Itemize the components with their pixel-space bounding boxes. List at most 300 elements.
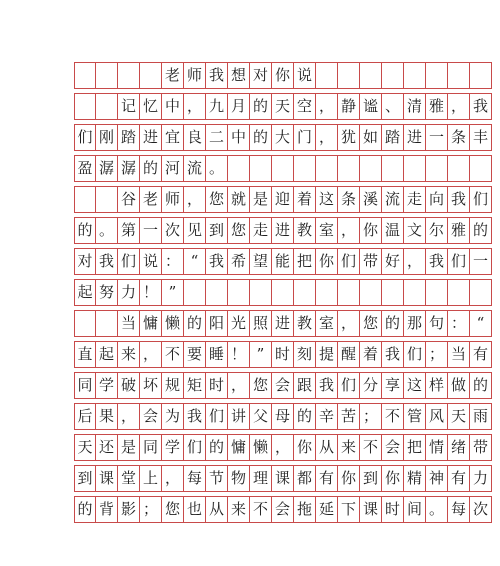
grid-cell: ； — [426, 342, 448, 367]
grid-cell: 温 — [382, 218, 404, 243]
grid-cell: 盈 — [74, 156, 96, 181]
text-row — [74, 310, 492, 337]
grid-cell: 教 — [294, 218, 316, 243]
grid-cell — [448, 63, 470, 88]
grid-cell: ， — [272, 435, 294, 460]
grid-cell — [206, 280, 228, 305]
grid-cell: 直 — [74, 342, 96, 367]
grid-cell: ， — [338, 218, 360, 243]
grid-cell — [96, 63, 118, 88]
grid-cell: 的 — [294, 404, 316, 429]
grid-cell: 对 — [74, 249, 96, 274]
grid-cell: 我 — [184, 404, 206, 429]
grid-cell — [294, 280, 316, 305]
grid-cell: 、 — [382, 94, 404, 119]
grid-cell: 的 — [382, 311, 404, 336]
grid-cell: 努 — [96, 280, 118, 305]
grid-cell: 宜 — [162, 125, 184, 150]
grid-cell: 们 — [118, 249, 140, 274]
grid-cell: ， — [184, 187, 206, 212]
grid-cell: 们 — [74, 125, 96, 150]
grid-cell: 您 — [206, 187, 228, 212]
grid-cell — [338, 280, 360, 305]
grid-cell: 照 — [250, 311, 272, 336]
grid-cell: 从 — [316, 435, 338, 460]
text-row — [74, 496, 492, 523]
grid-cell: 进 — [272, 218, 294, 243]
grid-cell: 二 — [206, 125, 228, 150]
grid-cell: 睡 — [206, 342, 228, 367]
grid-cell: 踏 — [118, 125, 140, 150]
grid-cell: 分 — [360, 373, 382, 398]
grid-cell: 潺 — [96, 156, 118, 181]
grid-cell: ， — [316, 94, 338, 119]
grid-cell: 的 — [250, 94, 272, 119]
grid-cell — [74, 94, 96, 119]
grid-cell: 老 — [162, 63, 184, 88]
text-row — [74, 93, 492, 120]
grid-cell: 我 — [470, 94, 492, 119]
grid-cell: ， — [448, 94, 470, 119]
grid-cell: ， — [404, 249, 426, 274]
grid-cell — [316, 156, 338, 181]
grid-cell: 走 — [404, 187, 426, 212]
grid-cell: 一 — [470, 249, 492, 274]
grid-cell — [250, 280, 272, 305]
grid-cell: 清 — [404, 94, 426, 119]
grid-cell: 做 — [448, 373, 470, 398]
grid-cell: 情 — [426, 435, 448, 460]
text-row — [74, 372, 492, 399]
grid-cell: 们 — [338, 373, 360, 398]
text-row — [74, 341, 492, 368]
grid-cell: 说 — [294, 63, 316, 88]
grid-cell: 进 — [140, 125, 162, 150]
grid-cell: 文 — [404, 218, 426, 243]
grid-cell: 尔 — [426, 218, 448, 243]
grid-cell: 学 — [162, 435, 184, 460]
grid-cell: 老 — [140, 187, 162, 212]
grid-cell: 师 — [162, 187, 184, 212]
grid-cell: 从 — [206, 497, 228, 522]
grid-cell: 进 — [404, 125, 426, 150]
grid-cell: 风 — [426, 404, 448, 429]
grid-cell: 流 — [382, 187, 404, 212]
grid-cell: 管 — [404, 404, 426, 429]
grid-cell: 我 — [96, 249, 118, 274]
grid-cell: 谧 — [360, 94, 382, 119]
grid-cell: 你 — [294, 435, 316, 460]
grid-cell: 流 — [184, 156, 206, 181]
grid-cell: 到 — [74, 466, 96, 491]
grid-cell — [426, 156, 448, 181]
grid-cell — [470, 63, 492, 88]
grid-cell: 享 — [382, 373, 404, 398]
grid-cell: ” — [162, 280, 184, 305]
text-row — [74, 434, 492, 461]
grid-cell: 到 — [360, 466, 382, 491]
grid-cell: 破 — [118, 373, 140, 398]
grid-cell — [382, 280, 404, 305]
grid-cell: 您 — [250, 373, 272, 398]
grid-cell: 条 — [338, 187, 360, 212]
grid-cell: ， — [118, 404, 140, 429]
text-row — [74, 279, 492, 306]
grid-cell: 雨 — [470, 404, 492, 429]
grid-cell: 次 — [162, 218, 184, 243]
grid-cell: 不 — [250, 497, 272, 522]
grid-cell: 进 — [272, 311, 294, 336]
grid-cell: ， — [228, 373, 250, 398]
grid-cell: 一 — [140, 218, 162, 243]
text-row — [74, 465, 492, 492]
grid-cell: 们 — [404, 342, 426, 367]
grid-cell: 起 — [96, 342, 118, 367]
grid-cell: 。 — [426, 497, 448, 522]
grid-cell: 句 — [426, 311, 448, 336]
grid-cell: 力 — [118, 280, 140, 305]
grid-cell: 我 — [426, 249, 448, 274]
grid-cell: 我 — [206, 249, 228, 274]
grid-cell: 你 — [338, 466, 360, 491]
grid-cell: “ — [470, 311, 492, 336]
grid-cell — [74, 311, 96, 336]
grid-cell: 你 — [360, 218, 382, 243]
grid-cell: 下 — [338, 497, 360, 522]
grid-cell: 神 — [426, 466, 448, 491]
grid-cell: ， — [140, 342, 162, 367]
grid-cell: 到 — [206, 218, 228, 243]
grid-cell: 醒 — [338, 342, 360, 367]
grid-cell: “ — [184, 249, 206, 274]
composition-grid — [74, 62, 492, 527]
grid-cell: 苦 — [338, 404, 360, 429]
grid-cell: 那 — [404, 311, 426, 336]
grid-cell: 理 — [250, 466, 272, 491]
grid-cell: 向 — [426, 187, 448, 212]
grid-cell: 说 — [140, 249, 162, 274]
grid-cell: 矩 — [184, 373, 206, 398]
grid-cell: 有 — [470, 342, 492, 367]
grid-cell — [74, 187, 96, 212]
grid-cell: 规 — [162, 373, 184, 398]
grid-cell: 你 — [382, 466, 404, 491]
grid-cell: 们 — [448, 249, 470, 274]
grid-cell: 师 — [184, 63, 206, 88]
grid-cell: 堂 — [118, 466, 140, 491]
grid-cell: 就 — [228, 187, 250, 212]
grid-cell: 大 — [272, 125, 294, 150]
grid-cell: 中 — [162, 94, 184, 119]
grid-cell: 后 — [74, 404, 96, 429]
grid-cell: ： — [448, 311, 470, 336]
grid-cell — [228, 280, 250, 305]
grid-cell: 您 — [162, 497, 184, 522]
grid-cell: 是 — [118, 435, 140, 460]
grid-cell: 阳 — [206, 311, 228, 336]
grid-cell — [184, 280, 206, 305]
grid-cell: 的 — [470, 373, 492, 398]
grid-cell: 时 — [206, 373, 228, 398]
grid-cell: 慵 — [140, 311, 162, 336]
grid-cell: 踏 — [382, 125, 404, 150]
grid-cell — [294, 156, 316, 181]
grid-cell: 绪 — [448, 435, 470, 460]
grid-cell: 慵 — [228, 435, 250, 460]
grid-cell: 会 — [272, 373, 294, 398]
grid-cell — [272, 280, 294, 305]
grid-cell: 我 — [206, 63, 228, 88]
grid-cell: 雅 — [448, 218, 470, 243]
grid-cell: 也 — [184, 497, 206, 522]
grid-cell: 见 — [184, 218, 206, 243]
grid-cell: 犹 — [338, 125, 360, 150]
grid-cell: 你 — [272, 63, 294, 88]
grid-cell: 的 — [206, 435, 228, 460]
grid-cell: 的 — [470, 218, 492, 243]
grid-cell: 们 — [184, 435, 206, 460]
grid-cell: 会 — [140, 404, 162, 429]
grid-cell — [448, 280, 470, 305]
grid-cell: 每 — [184, 466, 206, 491]
grid-cell: 坏 — [140, 373, 162, 398]
grid-cell: 课 — [96, 466, 118, 491]
grid-cell: 天 — [74, 435, 96, 460]
grid-cell: 条 — [448, 125, 470, 150]
grid-cell: ； — [140, 497, 162, 522]
grid-cell — [360, 280, 382, 305]
grid-cell: 们 — [470, 187, 492, 212]
grid-cell: 当 — [118, 311, 140, 336]
grid-cell: 父 — [250, 404, 272, 429]
grid-cell: 果 — [96, 404, 118, 429]
grid-cell: 丰 — [470, 125, 492, 150]
grid-cell: 起 — [74, 280, 96, 305]
grid-cell: 中 — [228, 125, 250, 150]
grid-cell: ， — [316, 125, 338, 150]
grid-cell: 们 — [206, 404, 228, 429]
grid-cell: 还 — [96, 435, 118, 460]
grid-cell: 的 — [250, 125, 272, 150]
grid-cell: 刻 — [294, 342, 316, 367]
title-row — [74, 62, 492, 89]
grid-cell: 影 — [118, 497, 140, 522]
grid-cell: 静 — [338, 94, 360, 119]
grid-cell — [96, 311, 118, 336]
grid-cell: 着 — [294, 187, 316, 212]
grid-cell: ” — [250, 342, 272, 367]
grid-cell: 望 — [250, 249, 272, 274]
grid-cell: 有 — [448, 466, 470, 491]
grid-cell: 每 — [448, 497, 470, 522]
grid-cell: ！ — [140, 280, 162, 305]
grid-cell: 好 — [382, 249, 404, 274]
grid-cell: 来 — [228, 497, 250, 522]
grid-cell: 雅 — [426, 94, 448, 119]
grid-cell: 一 — [426, 125, 448, 150]
grid-cell: 辛 — [316, 404, 338, 429]
grid-cell: 门 — [294, 125, 316, 150]
grid-cell: 我 — [448, 187, 470, 212]
grid-cell: 忆 — [140, 94, 162, 119]
grid-cell: 走 — [250, 218, 272, 243]
grid-cell — [404, 63, 426, 88]
grid-cell: 精 — [404, 466, 426, 491]
grid-cell — [404, 280, 426, 305]
grid-cell: 要 — [184, 342, 206, 367]
grid-cell: 您 — [360, 311, 382, 336]
grid-cell: 有 — [316, 466, 338, 491]
grid-cell — [338, 63, 360, 88]
grid-cell: 我 — [316, 373, 338, 398]
grid-cell: 的 — [74, 497, 96, 522]
grid-cell: 学 — [96, 373, 118, 398]
grid-cell: 是 — [250, 187, 272, 212]
grid-cell — [470, 156, 492, 181]
grid-cell — [360, 63, 382, 88]
grid-cell: 带 — [360, 249, 382, 274]
grid-cell: 当 — [448, 342, 470, 367]
grid-cell — [470, 280, 492, 305]
grid-cell: 们 — [338, 249, 360, 274]
grid-cell: 物 — [228, 466, 250, 491]
grid-cell: 不 — [162, 342, 184, 367]
grid-cell — [316, 280, 338, 305]
grid-cell — [250, 156, 272, 181]
grid-cell: 河 — [162, 156, 184, 181]
text-row — [74, 155, 492, 182]
grid-cell: 如 — [360, 125, 382, 150]
grid-cell: 跟 — [294, 373, 316, 398]
grid-cell: 这 — [404, 373, 426, 398]
grid-cell: 能 — [272, 249, 294, 274]
grid-cell: 把 — [404, 435, 426, 460]
grid-cell — [74, 63, 96, 88]
grid-cell: 上 — [140, 466, 162, 491]
grid-cell: 您 — [228, 218, 250, 243]
text-row — [74, 403, 492, 430]
grid-cell: 都 — [294, 466, 316, 491]
grid-cell: 教 — [294, 311, 316, 336]
grid-cell — [426, 63, 448, 88]
grid-cell: 时 — [272, 342, 294, 367]
grid-cell: 。 — [96, 218, 118, 243]
grid-cell: 课 — [360, 497, 382, 522]
grid-cell: 天 — [272, 94, 294, 119]
grid-cell: 来 — [118, 342, 140, 367]
grid-cell: 同 — [140, 435, 162, 460]
grid-cell: 天 — [448, 404, 470, 429]
grid-cell: 为 — [162, 404, 184, 429]
grid-cell: 背 — [96, 497, 118, 522]
grid-cell: 同 — [74, 373, 96, 398]
grid-cell: 母 — [272, 404, 294, 429]
text-row — [74, 217, 492, 244]
grid-cell: 把 — [294, 249, 316, 274]
grid-cell: 会 — [382, 435, 404, 460]
grid-cell — [272, 156, 294, 181]
grid-cell: 光 — [228, 311, 250, 336]
grid-cell: 谷 — [118, 187, 140, 212]
grid-cell: 的 — [140, 156, 162, 181]
grid-cell: 样 — [426, 373, 448, 398]
grid-cell: ， — [338, 311, 360, 336]
grid-cell — [426, 280, 448, 305]
grid-cell: 来 — [338, 435, 360, 460]
grid-cell: 空 — [294, 94, 316, 119]
grid-cell: ， — [162, 466, 184, 491]
text-row — [74, 124, 492, 151]
text-row — [74, 186, 492, 213]
grid-cell: ， — [184, 94, 206, 119]
grid-cell: 第 — [118, 218, 140, 243]
grid-cell: 拖 — [294, 497, 316, 522]
grid-cell: 这 — [316, 187, 338, 212]
grid-cell: 间 — [404, 497, 426, 522]
grid-cell: 室 — [316, 218, 338, 243]
grid-cell: 讲 — [228, 404, 250, 429]
grid-cell — [118, 63, 140, 88]
grid-cell: 我 — [382, 342, 404, 367]
grid-cell: 。 — [206, 156, 228, 181]
grid-cell — [140, 63, 162, 88]
grid-cell: 懒 — [250, 435, 272, 460]
grid-cell: 不 — [382, 404, 404, 429]
grid-cell: 潺 — [118, 156, 140, 181]
grid-cell: 你 — [316, 249, 338, 274]
grid-cell: ！ — [228, 342, 250, 367]
grid-cell: 的 — [184, 311, 206, 336]
grid-cell: 次 — [470, 497, 492, 522]
grid-cell — [382, 63, 404, 88]
grid-cell: ： — [162, 249, 184, 274]
grid-cell: 刚 — [96, 125, 118, 150]
grid-cell: 时 — [382, 497, 404, 522]
grid-cell: 力 — [470, 466, 492, 491]
grid-cell: 延 — [316, 497, 338, 522]
grid-cell — [96, 187, 118, 212]
grid-cell: 不 — [360, 435, 382, 460]
grid-cell — [338, 156, 360, 181]
grid-cell: 迎 — [272, 187, 294, 212]
grid-cell: 提 — [316, 342, 338, 367]
grid-cell — [316, 63, 338, 88]
grid-cell — [448, 156, 470, 181]
grid-cell: ； — [360, 404, 382, 429]
grid-cell: 想 — [228, 63, 250, 88]
grid-cell: 懒 — [162, 311, 184, 336]
grid-cell: 着 — [360, 342, 382, 367]
grid-cell: 节 — [206, 466, 228, 491]
grid-cell: 对 — [250, 63, 272, 88]
grid-cell — [382, 156, 404, 181]
grid-cell: 室 — [316, 311, 338, 336]
grid-cell — [96, 94, 118, 119]
grid-cell: 记 — [118, 94, 140, 119]
grid-cell — [228, 156, 250, 181]
grid-cell — [360, 156, 382, 181]
text-row — [74, 248, 492, 275]
grid-cell: 月 — [228, 94, 250, 119]
grid-cell: 良 — [184, 125, 206, 150]
grid-cell: 课 — [272, 466, 294, 491]
grid-cell: 希 — [228, 249, 250, 274]
grid-cell: 会 — [272, 497, 294, 522]
grid-cell: 溪 — [360, 187, 382, 212]
grid-cell: 带 — [470, 435, 492, 460]
grid-cell — [404, 156, 426, 181]
grid-cell: 的 — [74, 218, 96, 243]
